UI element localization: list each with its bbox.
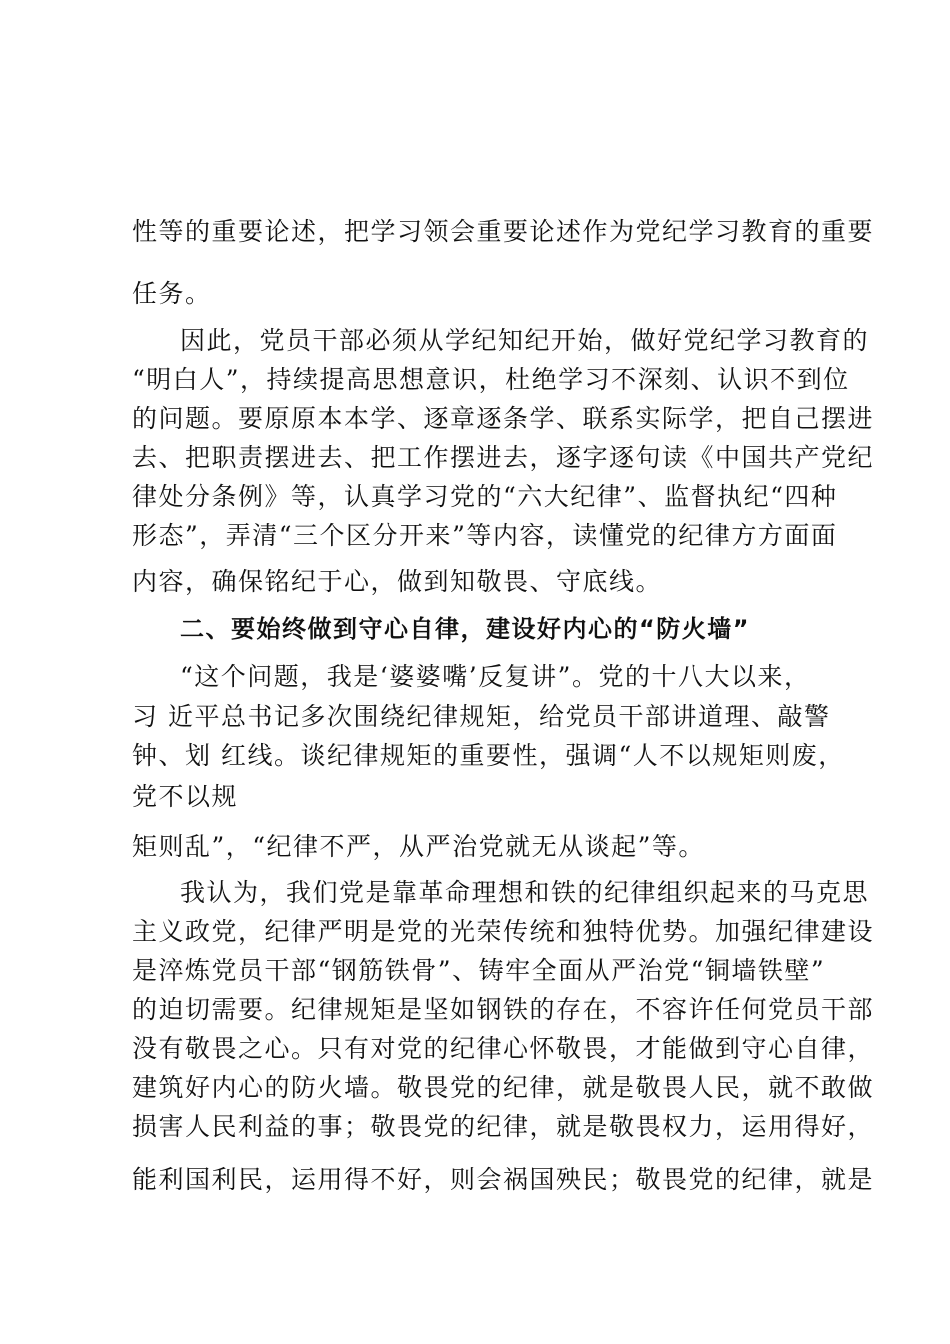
body-line: 的问题。要原原本本学、逐章逐条学、联系实际学，把自己摆进 bbox=[132, 404, 875, 433]
body-line: 习 近平总书记多次围绕纪律规矩，给党员干部讲道理、敲警 bbox=[132, 702, 831, 731]
body-line: 损害人民利益的事；敬畏党的纪律，就是敬畏权力，运用得好， bbox=[132, 1112, 875, 1141]
body-line: 能利国利民，运用得不好，则会祸国殃民；敬畏党的纪律，就是 bbox=[132, 1165, 875, 1194]
body-line: 主义政党，纪律严明是党的光荣传统和独特优势。加强纪律建设 bbox=[132, 917, 875, 946]
body-line: “这个问题，我是‘婆婆嘴’反复讲”。党的十八大以来， bbox=[180, 662, 811, 691]
body-line: 内容，确保铭纪于心，做到知敬畏、守底线。 bbox=[132, 567, 663, 596]
body-line: 钟、划 红线。谈纪律规矩的重要性，强调“人不以规矩则废， bbox=[132, 741, 845, 770]
body-line: 没有敬畏之心。只有对党的纪律心怀敬畏，才能做到守心自律， bbox=[132, 1034, 875, 1063]
body-line: 性等的重要论述，把学习领会重要论述作为党纪学习教育的重要 bbox=[132, 217, 875, 246]
body-line: 去、把职责摆进去、把工作摆进去，逐字逐句读《中国共产党纪 bbox=[132, 443, 875, 472]
body-line: “明白人”，持续提高思想意识，杜绝学习不深刻、认识不到位 bbox=[132, 365, 850, 394]
body-line: 党不以规 bbox=[132, 782, 239, 811]
section-heading: 二、要始终做到守心自律，建设好内心的“防火墙” bbox=[180, 615, 751, 643]
body-line: 是淬炼党员干部“钢筋铁骨”、铸牢全面从严治党“铜墙铁壁” bbox=[132, 956, 826, 985]
body-line: 形态”，弄清“三个区分开来”等内容，读懂党的纪律方方面面 bbox=[132, 521, 838, 550]
body-line: 矩则乱”，“纪律不严，从严治党就无从谈起”等。 bbox=[132, 832, 705, 861]
body-line: 任务。 bbox=[132, 279, 212, 308]
body-line: 我认为，我们党是靠革命理想和铁的纪律组织起来的马克思 bbox=[180, 878, 870, 907]
body-line: 律处分条例》等，认真学习党的“六大纪律”、监督执纪“四种 bbox=[132, 482, 838, 511]
body-line: 因此，党员干部必须从学纪知纪开始，做好党纪学习教育的 bbox=[180, 326, 870, 355]
body-line: 建筑好内心的防火墙。敬畏党的纪律，就是敬畏人民，就不敢做 bbox=[132, 1073, 875, 1102]
body-line: 的迫切需要。纪律规矩是坚如钢铁的存在，不容许任何党员干部 bbox=[132, 995, 875, 1024]
